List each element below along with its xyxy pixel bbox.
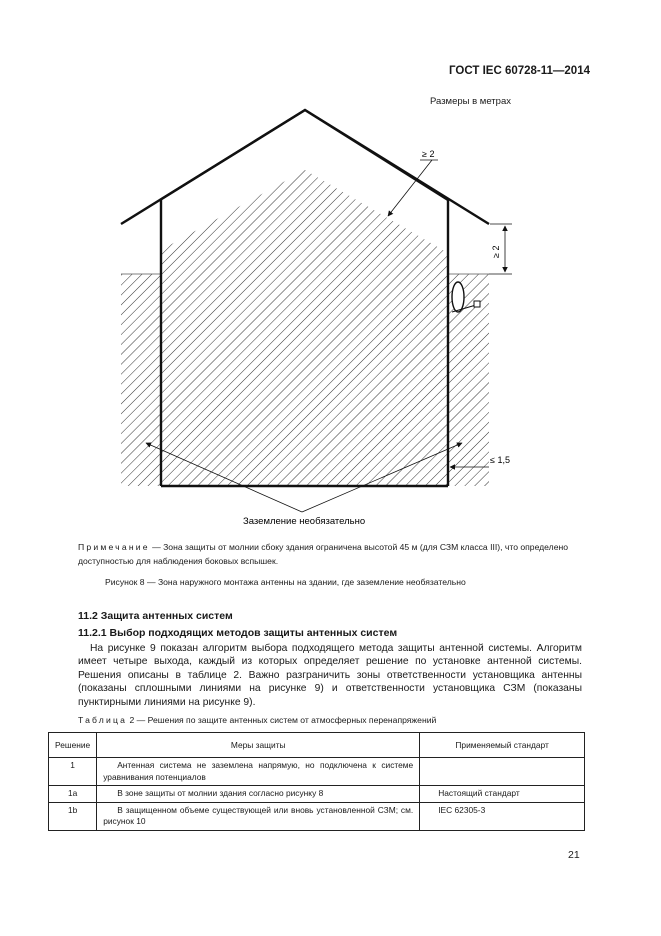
ground-note-label: Заземление необязательно <box>243 516 366 527</box>
cell-standard: Настоящий стандарт <box>420 786 585 803</box>
dimensions-note: Размеры в метрах <box>430 96 511 107</box>
dim-roof-label: ≥ 2 <box>422 149 435 159</box>
page-number: 21 <box>568 849 580 861</box>
dim-roof-leader <box>388 160 432 216</box>
cell-standard <box>420 758 585 786</box>
figure-note <box>78 540 598 568</box>
dim-bottom-label: ≤ 1,5 <box>490 455 510 465</box>
cell-decision: 1a <box>49 786 97 803</box>
header-decision: Решение <box>49 733 97 758</box>
body-paragraph: На рисунке 9 показан алгоритм выбора подходящего метода защиты антенной системы. Алгоритм имеет четыре выхода, каждый из которых определяет решение по установке антенной системы. Решения описаны в таблице 2. Важно разграничить зоны ответственности установщика антенны (показаны сплошными линиями на рисунке 9) и ответственности установщика СЗМ (показаны пунктирными линиями на рисунке 9). <box>78 643 582 708</box>
cell-measure: В защищенном объеме существующей или вновь установленной СЗМ; см. рисунок 10 <box>97 802 420 830</box>
dim-right-label: ≥ 2 <box>491 245 501 258</box>
section-heading: 11.2 Защита антенных систем <box>78 610 233 622</box>
protection-zone-hatch <box>161 170 448 486</box>
table-title <box>78 715 436 725</box>
antenna-dish <box>452 282 464 312</box>
cell-measure: В зоне защиты от молнии здания согласно рисунку 8 <box>97 786 420 803</box>
cell-standard: IEC 62305-3 <box>420 802 585 830</box>
cell-decision: 1 <box>49 758 97 786</box>
header-standard: Применяемый стандарт <box>420 733 585 758</box>
figure-caption: Рисунок 8 — Зона наружного монтажа антенны на здании, где заземление необязательно <box>105 577 466 587</box>
table-title-rest: 2 — Решения по защите антенных систем от атмосферных перенапряжений <box>127 715 437 725</box>
antenna-connector <box>474 301 480 307</box>
table-row <box>49 802 585 830</box>
note-prefix: Примечание <box>78 542 150 552</box>
note-text: — Зона защиты от молнии сбоку здания ограничена высотой 45 м (для СЗМ класса III), что определено доступностью для наблюдения боковых вспышек. <box>78 542 568 566</box>
table-row <box>49 758 585 786</box>
decisions-table <box>48 732 585 831</box>
cell-measure: Антенная система не заземлена напрямую, но подключена к системе уравнивания потенциалов <box>97 758 420 786</box>
header-measures: Меры защиты <box>97 733 420 758</box>
standard-header: ГОСТ IEC 60728-11—2014 <box>449 65 590 77</box>
table-row <box>49 786 585 803</box>
subsection-heading: 11.2.1 Выбор подходящих методов защиты антенных систем <box>78 627 398 639</box>
table-header-row <box>49 733 585 758</box>
ground-hatch-left <box>121 274 161 486</box>
cell-decision: 1b <box>49 802 97 830</box>
table-title-prefix: Таблица <box>78 715 128 725</box>
